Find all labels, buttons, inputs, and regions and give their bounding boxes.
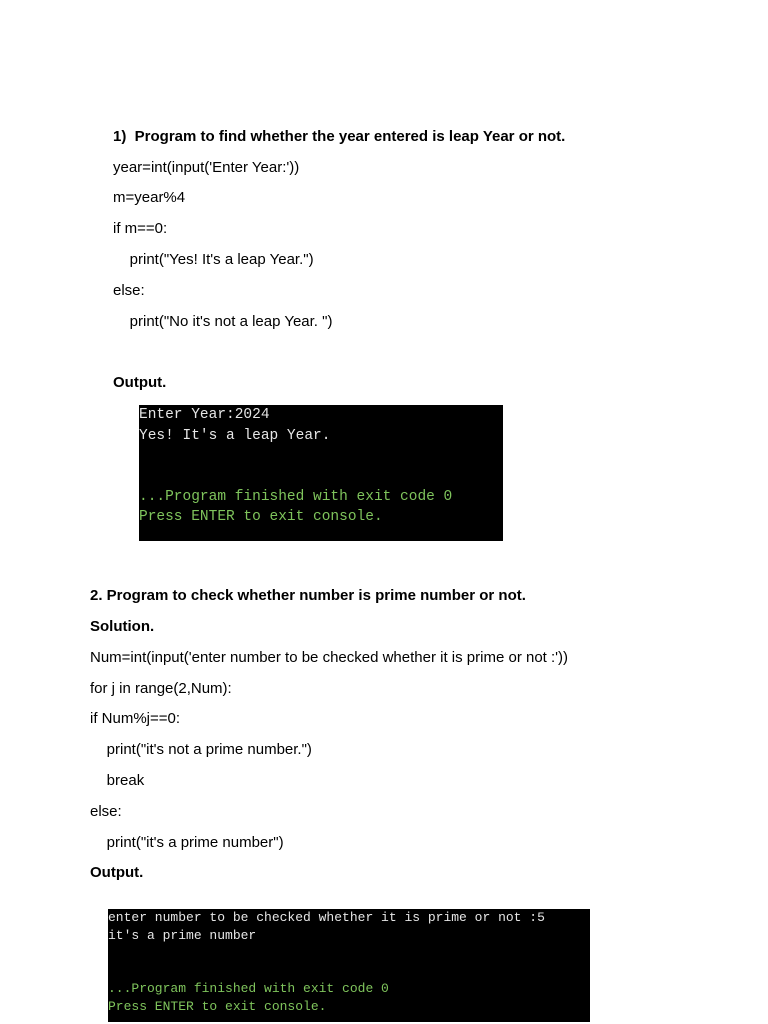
code-line: else: (90, 803, 122, 820)
console-output-screenshot (139, 405, 503, 541)
solution-label: Solution. (90, 618, 155, 635)
code-line: m=year%4 (113, 189, 186, 206)
console-status-line: Press ENTER to exit console. (139, 509, 383, 525)
section2-heading: 2. Program to check whether number is prime number or not. (90, 587, 526, 604)
console-line: Yes! It's a leap Year. (139, 428, 331, 444)
code-line: break (90, 772, 145, 789)
console-line: it's a prime number (108, 928, 257, 943)
console-line: Enter Year:2024 (139, 407, 270, 423)
console-line: enter number to be checked whether it is prime or not :5 (108, 910, 545, 925)
code-line: Num=int(input('enter number to be checked whether it is prime or not :')) (90, 649, 569, 666)
output-label: Output. (90, 864, 144, 881)
code-line: for j in range(2,Num): (90, 680, 232, 697)
code-line: if Num%j==0: (90, 710, 181, 727)
code-line: print("Yes! It's a leap Year.") (113, 251, 314, 268)
console-status-line: ...Program finished with exit code 0 (139, 489, 453, 505)
console-output-screenshot (108, 909, 590, 1022)
code-line: print("it's a prime number") (90, 834, 284, 851)
section1-heading: 1) Program to find whether the year entered is leap Year or not. (113, 128, 566, 145)
code-line: print("No it's not a leap Year. ") (113, 313, 333, 330)
code-line: if m==0: (113, 220, 168, 237)
code-line: else: (113, 282, 145, 299)
console-status-line: Press ENTER to exit console. (108, 999, 327, 1014)
code-line: print("it's not a prime number.") (90, 741, 312, 758)
output-label: Output. (113, 374, 167, 391)
console-status-line: ...Program finished with exit code 0 (108, 981, 389, 996)
code-line: year=int(input('Enter Year:')) (113, 159, 300, 176)
